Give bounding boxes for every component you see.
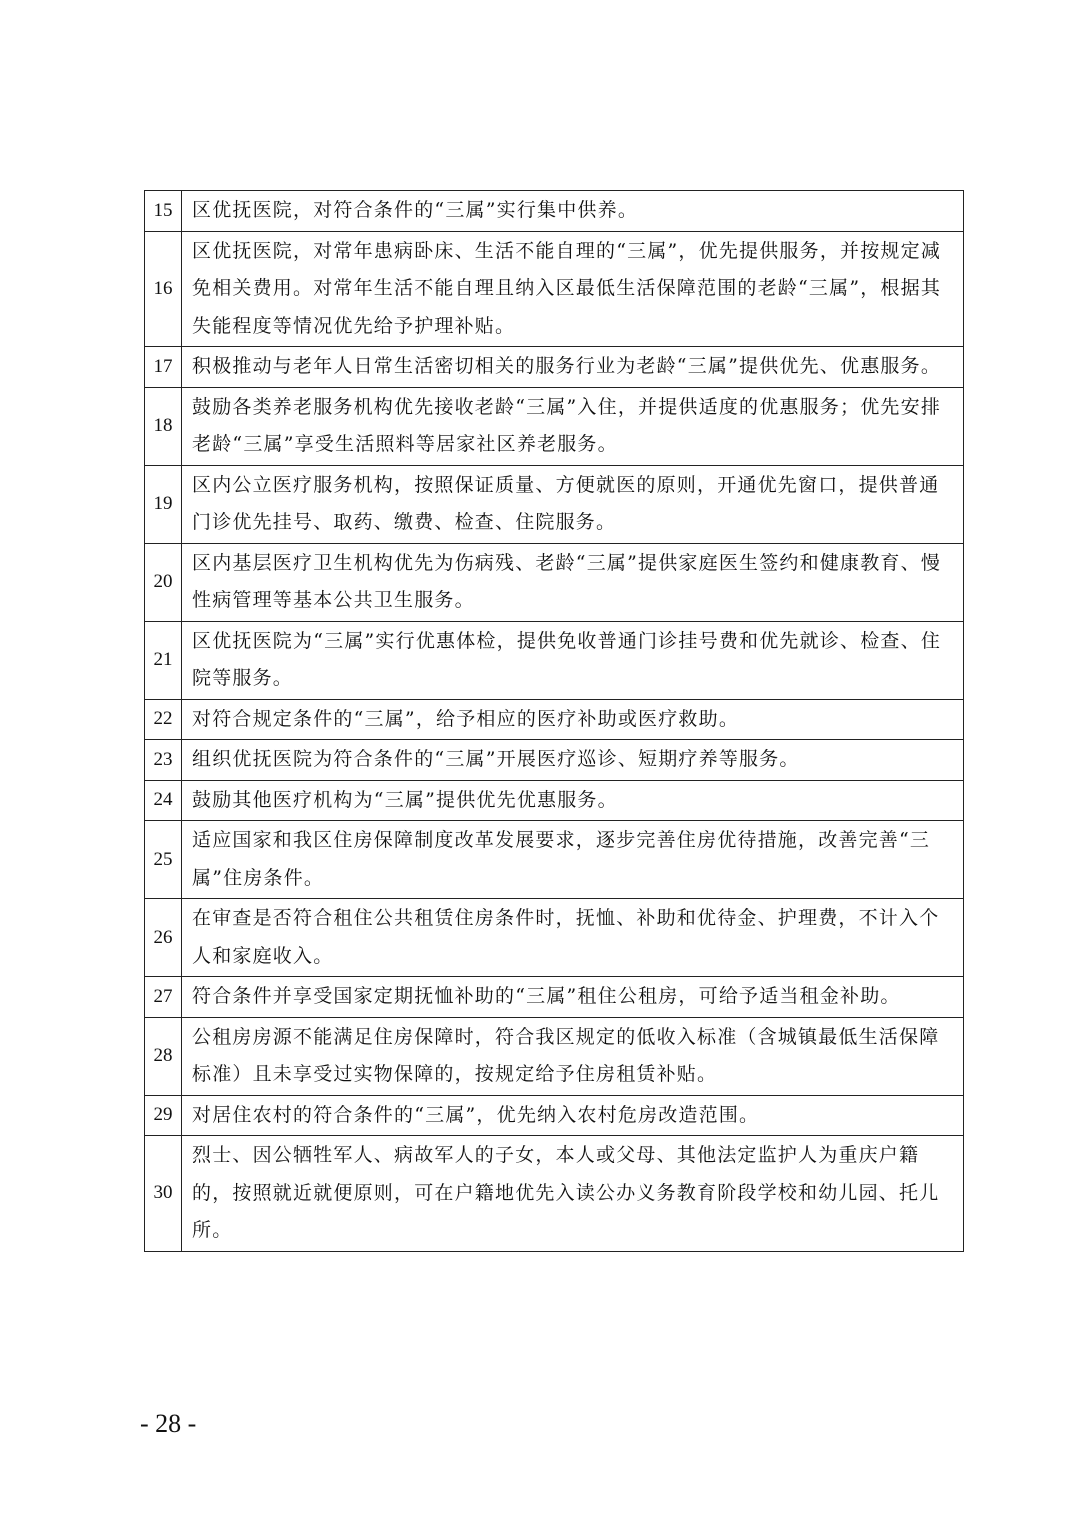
- row-text: 鼓励其他医疗机构为“三属”提供优先优惠服务。: [182, 780, 964, 821]
- row-text: 积极推动与老年人日常生活密切相关的服务行业为老龄“三属”提供优先、优惠服务。: [182, 347, 964, 388]
- table-row: [145, 899, 964, 977]
- table-row: [145, 780, 964, 821]
- policy-table-body: [145, 191, 964, 1252]
- table-row: [145, 387, 964, 465]
- row-text: 对符合规定条件的“三属”，给予相应的医疗补助或医疗救助。: [182, 699, 964, 740]
- row-text: 对居住农村的符合条件的“三属”，优先纳入农村危房改造范围。: [182, 1095, 964, 1136]
- row-text: 区优抚医院为“三属”实行优惠体检，提供免收普通门诊挂号费和优先就诊、检查、住院等服务。: [182, 621, 964, 699]
- policy-table: [144, 190, 964, 1252]
- row-text: 鼓励各类养老服务机构优先接收老龄“三属”入住，并提供适度的优惠服务；优先安排老龄“三属”享受生活照料等居家社区养老服务。: [182, 387, 964, 465]
- row-number: 27: [145, 977, 182, 1018]
- table-row: [145, 621, 964, 699]
- row-number: 16: [145, 231, 182, 347]
- row-text: 组织优抚医院为符合条件的“三属”开展医疗巡诊、短期疗养等服务。: [182, 740, 964, 781]
- row-number: 30: [145, 1136, 182, 1252]
- row-number: 17: [145, 347, 182, 388]
- row-text: 适应国家和我区住房保障制度改革发展要求，逐步完善住房优待措施，改善完善“三属”住房条件。: [182, 821, 964, 899]
- row-text: 在审查是否符合租住公共租赁住房条件时，抚恤、补助和优待金、护理费，不计入个人和家庭收入。: [182, 899, 964, 977]
- row-number: 26: [145, 899, 182, 977]
- row-number: 23: [145, 740, 182, 781]
- row-number: 21: [145, 621, 182, 699]
- table-row: [145, 1017, 964, 1095]
- table-row: [145, 1095, 964, 1136]
- table-row: [145, 1136, 964, 1252]
- row-number: 15: [145, 191, 182, 232]
- row-number: 18: [145, 387, 182, 465]
- row-number: 25: [145, 821, 182, 899]
- row-text: 区优抚医院，对常年患病卧床、生活不能自理的“三属”，优先提供服务，并按规定减免相关费用。对常年生活不能自理且纳入区最低生活保障范围的老龄“三属”，根据其失能程度等情况优先给予护理补贴。: [182, 231, 964, 347]
- row-number: 29: [145, 1095, 182, 1136]
- table-row: [145, 977, 964, 1018]
- row-text: 符合条件并享受国家定期抚恤补助的“三属”租住公租房，可给予适当租金补助。: [182, 977, 964, 1018]
- row-text: 区内基层医疗卫生机构优先为伤病残、老龄“三属”提供家庭医生签约和健康教育、慢性病管理等基本公共卫生服务。: [182, 543, 964, 621]
- row-number: 28: [145, 1017, 182, 1095]
- table-row: [145, 740, 964, 781]
- row-number: 24: [145, 780, 182, 821]
- table-row: [145, 699, 964, 740]
- row-number: 20: [145, 543, 182, 621]
- table-row: [145, 821, 964, 899]
- page-number: - 28 -: [140, 1409, 197, 1438]
- table-row: [145, 347, 964, 388]
- table-row: [145, 543, 964, 621]
- row-number: 22: [145, 699, 182, 740]
- row-text: 公租房房源不能满足住房保障时，符合我区规定的低收入标准（含城镇最低生活保障标准）且未享受过实物保障的，按规定给予住房租赁补贴。: [182, 1017, 964, 1095]
- table-row: [145, 465, 964, 543]
- table-row: [145, 191, 964, 232]
- row-text: 区优抚医院，对符合条件的“三属”实行集中供养。: [182, 191, 964, 232]
- table-row: [145, 231, 964, 347]
- row-text: 烈士、因公牺牲军人、病故军人的子女，本人或父母、其他法定监护人为重庆户籍的，按照就近就便原则，可在户籍地优先入读公办义务教育阶段学校和幼儿园、托儿所。: [182, 1136, 964, 1252]
- row-text: 区内公立医疗服务机构，按照保证质量、方便就医的原则，开通优先窗口，提供普通门诊优先挂号、取药、缴费、检查、住院服务。: [182, 465, 964, 543]
- row-number: 19: [145, 465, 182, 543]
